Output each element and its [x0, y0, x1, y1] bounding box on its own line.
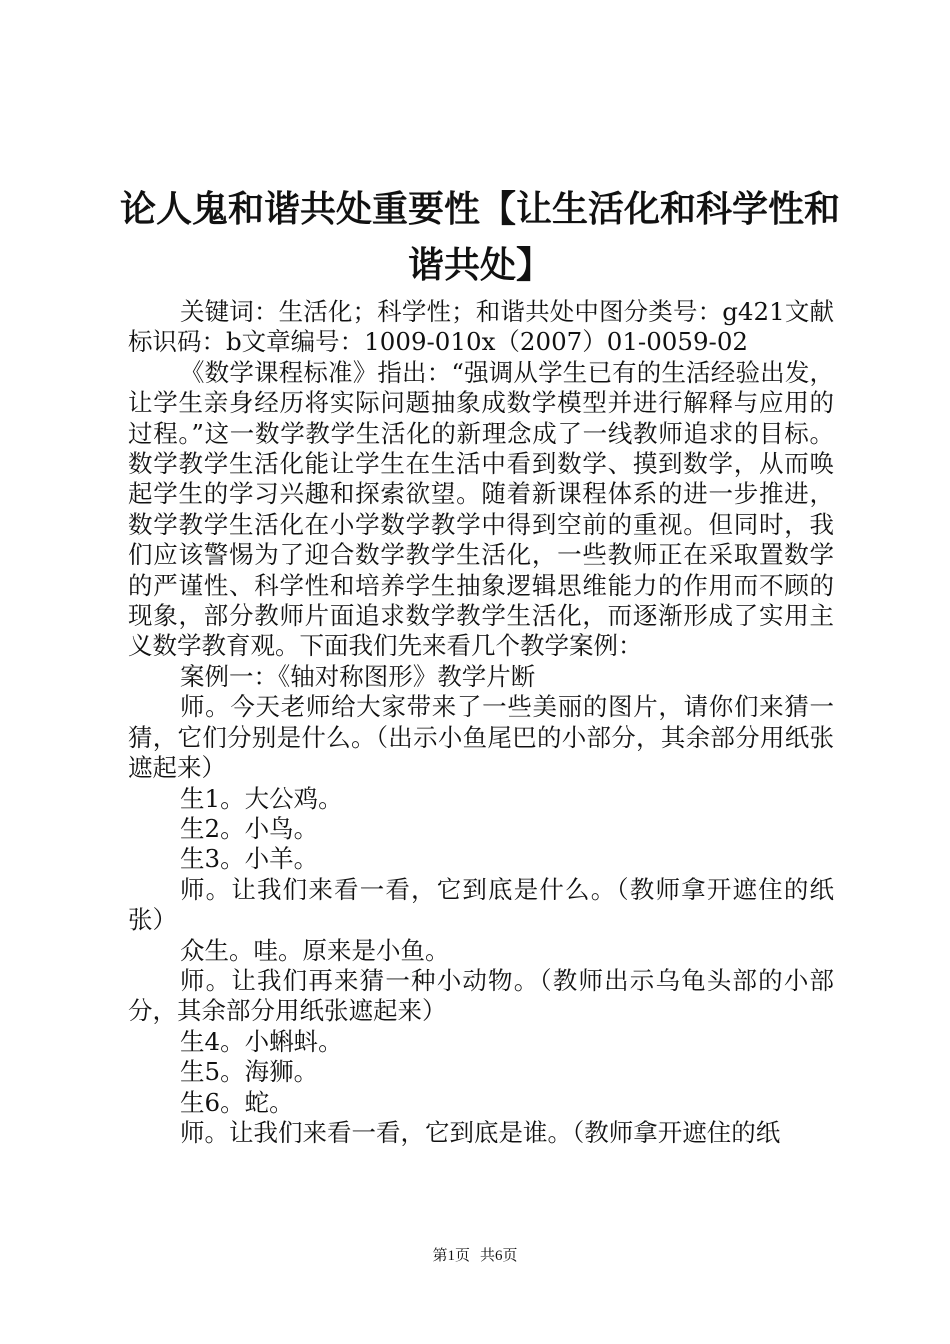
- dialogue-line: 生3。小羊。: [180, 844, 319, 874]
- dialogue-line: 师。让我们来看一看，它到底是谁。（教师拿开遮住的纸: [180, 1117, 781, 1147]
- page-footer: [0, 1246, 950, 1266]
- page-total: 共6页: [480, 1248, 518, 1264]
- page-number: 第1页: [432, 1248, 470, 1264]
- dialogue-line: 生6。蛇。: [180, 1087, 294, 1117]
- keywords-paragraph: 关键词：生活化；科学性；和谐共处中图分类号：g421文献标识码：b文章编号：1009-010x（2007）01-0059-02: [128, 297, 834, 357]
- dialogue-line: 师。让我们再来猜一种小动物。（教师出示乌龟头部的小部分，其余部分用纸张遮起来）: [128, 965, 834, 1026]
- document-body: [128, 297, 834, 1148]
- dialogue-line: 生2。小鸟。: [180, 813, 319, 843]
- case-heading: 案例一：《轴对称图形》教学片断: [180, 661, 536, 691]
- dialogue-line: 生5。海狮。: [180, 1057, 319, 1087]
- body-paragraph: 《数学课程标准》指出：“强调从学生已有的生活经验出发，让学生亲身经历将实际问题抽象成数学模型并进行解释与应用的过程。”这一数学教学生活化的新理念成了一线教师追求的目标。数学教学生活化能让学生在生活中看到数学、摸到数学，从而唤起学生的学习兴趣和探索欲望。随着新课程体系的进一步推进，数学教学生活化在小学数学教学中得到空前的重视。但同时，我们应该警惕为了迎合数学教学生活化，一些教师正在采取置数学的严谨性、科学性和培养学生抽象逻辑思维能力的作用而不顾的现象，部分教师片面追求数学教学生活化，而逐渐形成了实用主义数学教育观。下面我们先来看几个教学案例：: [128, 357, 834, 661]
- dialogue-line: 生4。小蝌蚪。: [180, 1026, 343, 1056]
- page-title: 论人鬼和谐共处重要性【让生活化和科学性和谐共处】: [119, 189, 840, 286]
- dialogue-line: 师。让我们来看一看，它到底是什么。（教师拿开遮住的纸张）: [128, 874, 834, 935]
- dialogue-line: 师。今天老师给大家带来了一些美丽的图片，请你们来猜一猜，它们分别是什么。（出示小鱼尾巴的小部分，其余部分用纸张遮起来）: [128, 692, 834, 783]
- dialogue-line: 众生。哇。原来是小鱼。: [180, 935, 450, 965]
- dialogue-line: 生1。大公鸡。: [180, 783, 343, 813]
